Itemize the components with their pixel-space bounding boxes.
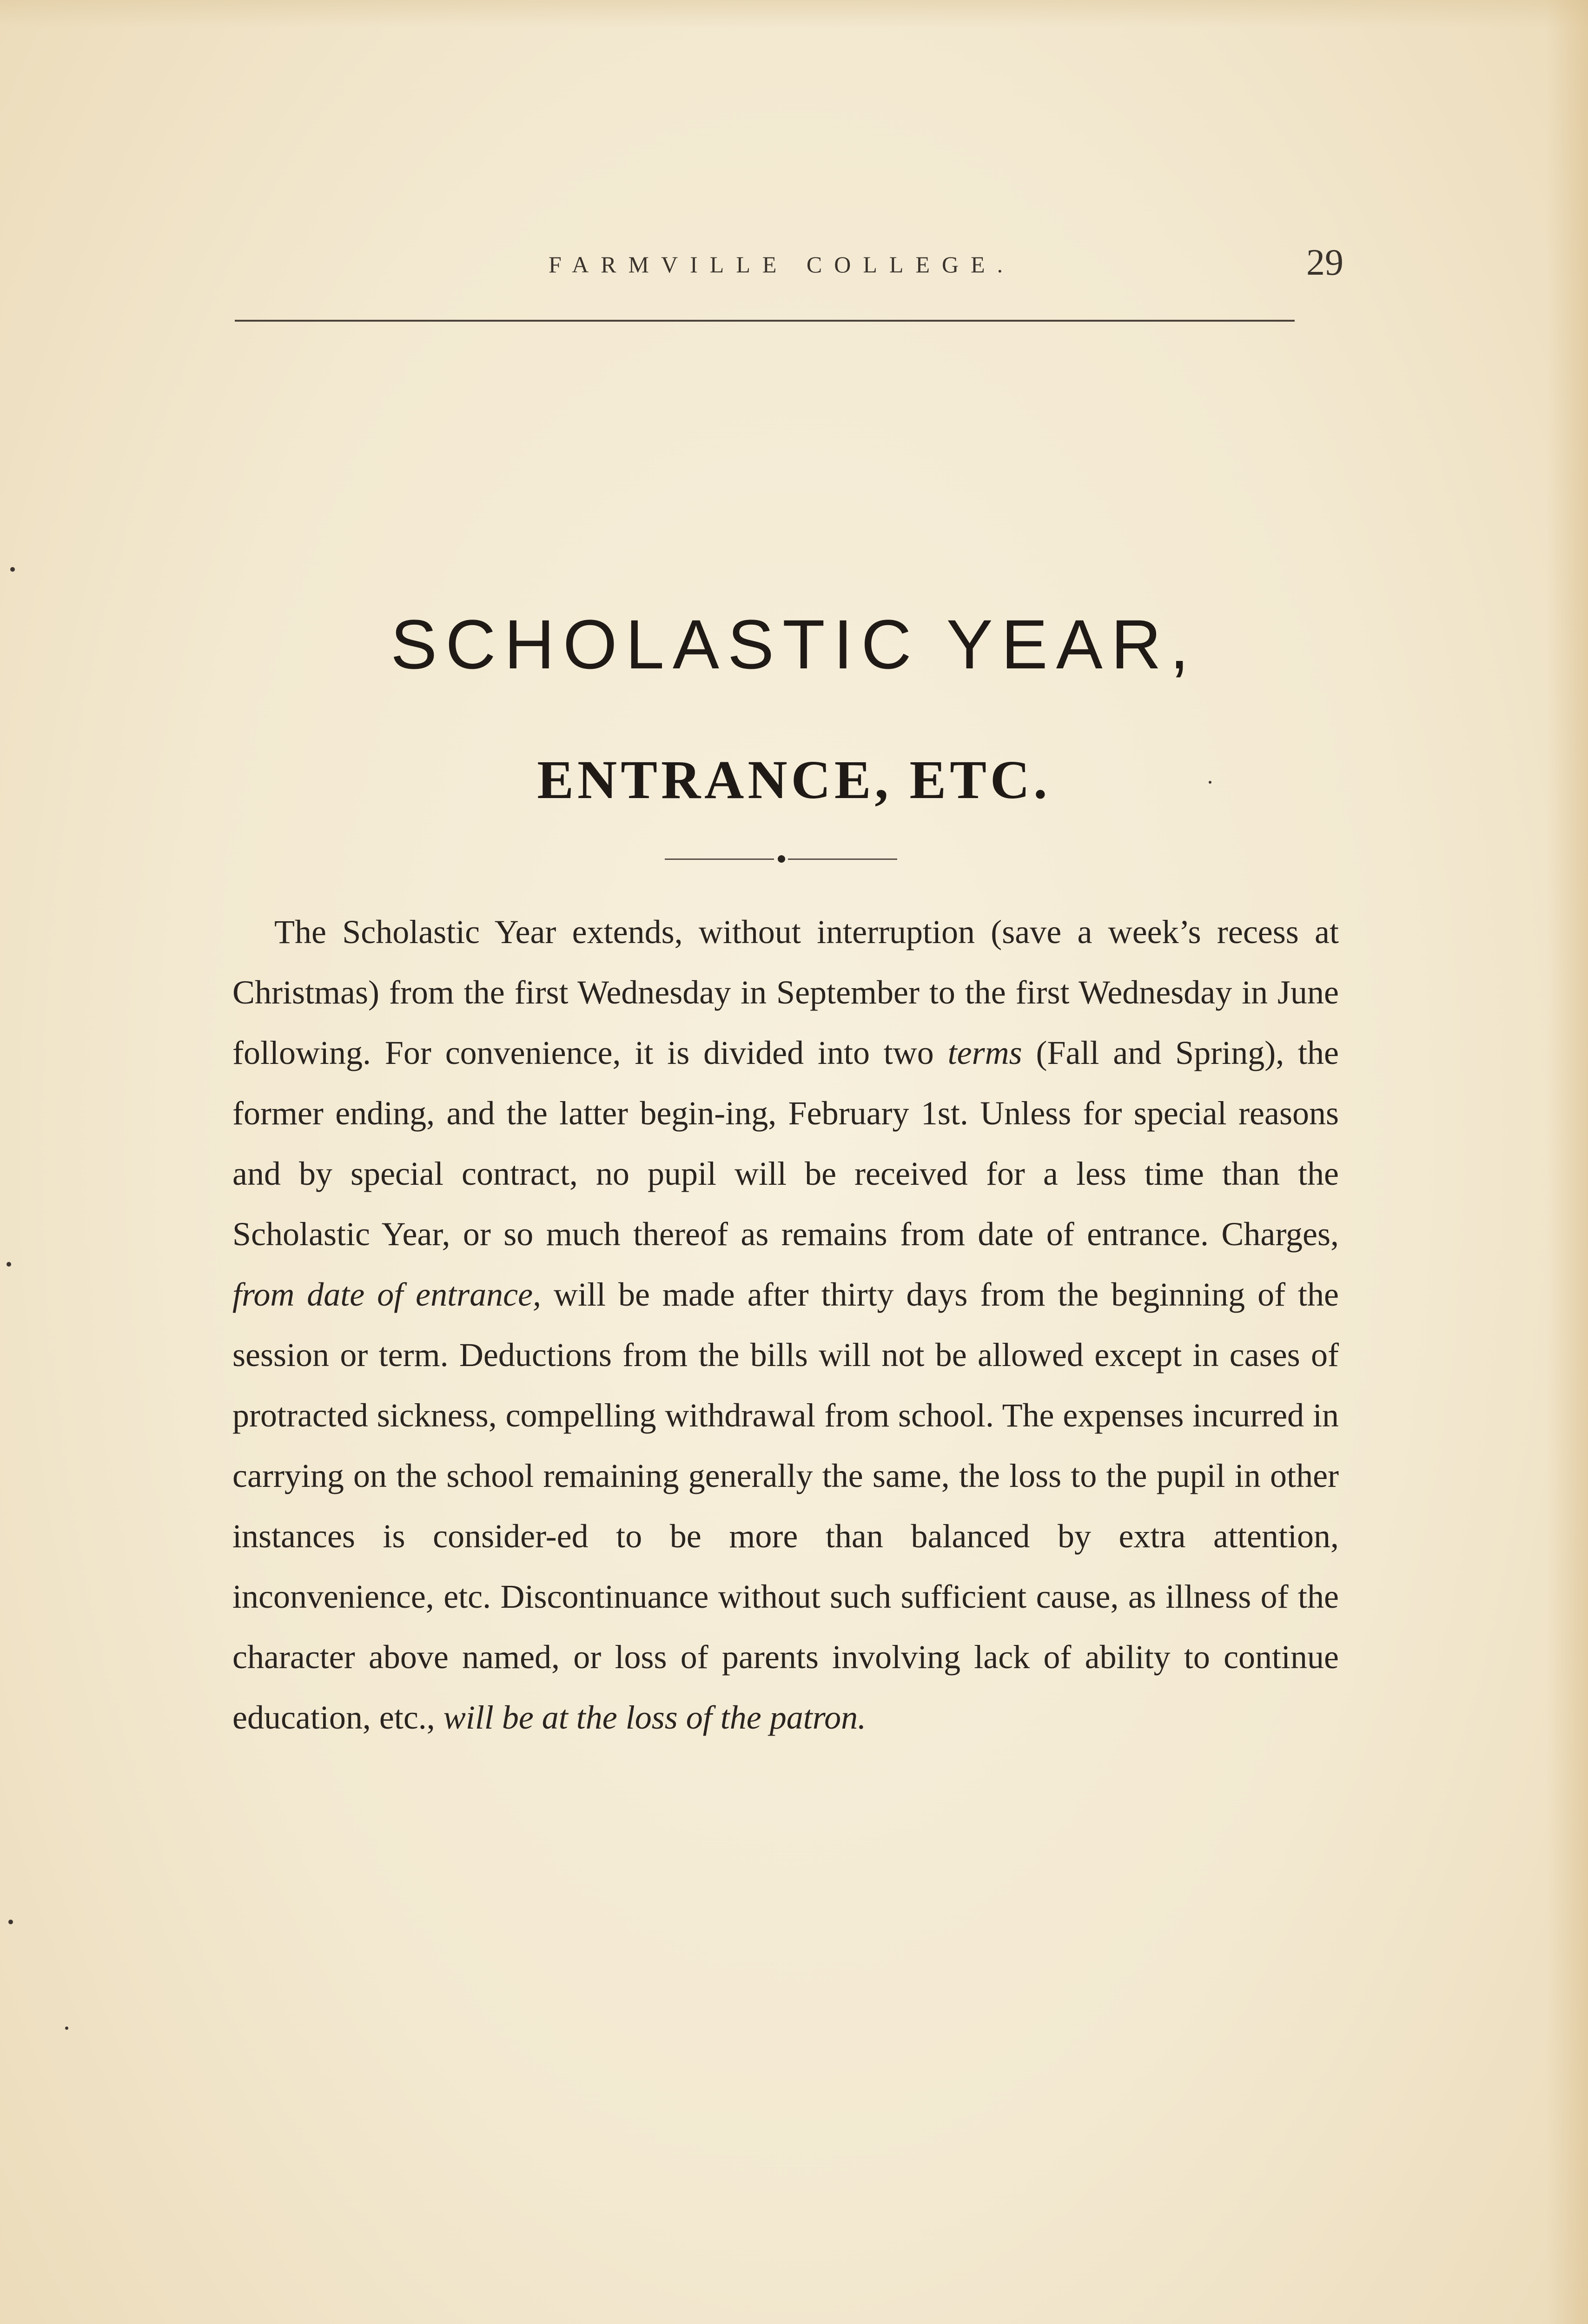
ornament-dot bbox=[778, 855, 785, 863]
title-ornament bbox=[665, 854, 897, 864]
italic-run-loss-of-patron: will be at the loss of the patron. bbox=[443, 1699, 867, 1736]
paper-edge-right bbox=[1546, 0, 1588, 2324]
running-head bbox=[232, 242, 1343, 288]
paper-speck bbox=[1209, 781, 1211, 784]
ornament-line-right bbox=[788, 858, 897, 860]
header-rule bbox=[235, 320, 1295, 322]
text-run: The Scholastic Year extends, without interruption (save a week’s recess at Christmas) from the first Wednesday in September to the first Wednesday in June following. For convenience, it is divided into two bbox=[232, 913, 1339, 1071]
body-paragraph bbox=[232, 902, 1339, 1748]
paper-edge-top bbox=[0, 0, 1588, 28]
running-head-title: FARMVILLE COLLEGE. bbox=[549, 251, 1015, 277]
ornament-line-left bbox=[665, 858, 774, 860]
text-run: will be made after thirty days from the beginning of the session or term. Deductions from the bills will not be allowed except in cases of protracted sickness, compelling withdrawal from school. The expenses incurred in carrying on the school remaining generally the same, the loss to the pupil in other instances is consider-ed to be more than balanced by extra attention, inconvenience, etc. Discontinuance without such sufficient cause, as illness of the character above named, or loss of parents involving lack of ability to continue education, etc., bbox=[232, 1276, 1339, 1736]
paper-speck bbox=[10, 567, 15, 572]
italic-run-terms: terms bbox=[947, 1034, 1022, 1071]
paper-speck bbox=[7, 1262, 11, 1267]
page-number: 29 bbox=[1306, 242, 1343, 283]
section-title: SCHOLASTIC YEAR, bbox=[390, 605, 1198, 683]
text-run: (Fall and Spring), the former ending, and the latter begin-ing, February 1st. Unless for special reasons and by special contract, no pupil will be received for a less time than the Scholastic Year, or so much thereof as remains from date of entrance. Charges, bbox=[232, 1034, 1339, 1253]
section-subtitle: ENTRANCE, ETC. bbox=[537, 749, 1051, 810]
paper-speck bbox=[65, 2027, 68, 2030]
paragraph-text bbox=[232, 902, 1339, 1748]
paper-speck bbox=[8, 1920, 13, 1924]
italic-run-date-of-entrance: from date of entrance, bbox=[232, 1276, 542, 1313]
